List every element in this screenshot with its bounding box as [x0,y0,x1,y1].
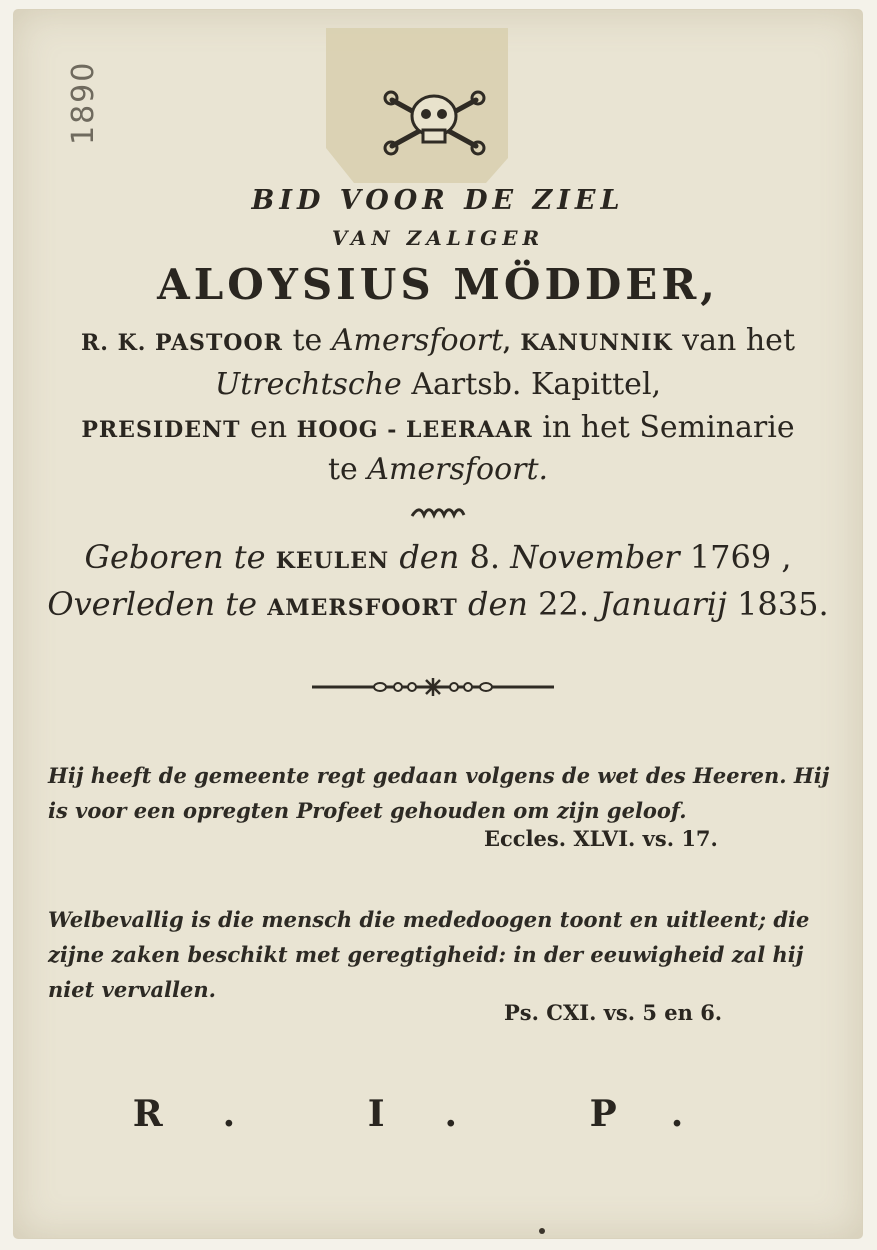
title-word: te [292,323,323,358]
skull-crossbones-icon [326,28,508,183]
title-caps: PRESIDENT [81,417,241,443]
birth-year: 1769 , [689,538,792,576]
quote-reference: Ps. CXI. vs. 5 en 6. [504,1000,723,1025]
birth-month: November [510,538,680,576]
ink-dot [539,1228,545,1234]
death-den: den [467,585,528,623]
memorial-card [14,10,862,1238]
birth-day: 8. [469,538,501,576]
birth-label: Geboren te [84,538,266,576]
death-month: Januarij [599,585,727,623]
scripture-quote-2 [48,902,834,1007]
title-word: in het Seminarie [542,410,795,445]
death-day: 22. [538,585,590,623]
inventory-number: 1890 [66,60,101,145]
quote-text: Welbevallig is die mensch die mededoogen toont en uitleent; die zijne zaken beschikt met geregtigheid: in der eeuwigheid zal hij niet vervallen. [48,907,810,1002]
title-place: Amersfoort [331,323,504,358]
birth-city: KEULEN [275,548,390,574]
deceased-name: ALOYSIUS MÖDDER, [157,260,719,309]
title-word: Aartsb. Kapittel, [411,367,662,402]
title-line-3 [14,410,862,445]
prayer-subheading: VAN ZALIGER [331,226,545,250]
prayer-heading: BID VOOR DE ZIEL [251,185,625,216]
title-word: van het [682,323,795,358]
divider-ornament-icon [310,675,556,699]
death-line [14,585,862,623]
title-place: Utrechtsche [214,367,402,402]
birth-den: den [399,538,460,576]
rip-initials: R. I. P. [132,1093,744,1135]
title-line-4 [14,452,862,487]
wave-ornament-icon [409,504,467,522]
death-year: 1835. [737,585,829,623]
title-caps: , KANUNNIK [503,330,673,356]
title-caps: HOOG - LEERAAR [296,417,533,443]
title-caps: R. K. PASTOOR [81,330,283,356]
quote-reference: Eccles. XLVI. vs. 17. [484,826,718,851]
scripture-quote-1 [48,758,834,828]
title-line-2 [14,367,862,402]
title-line-1 [14,323,862,358]
title-word: en [250,410,288,445]
quote-text: Hij heeft de gemeente regt gedaan volgens de wet des Heeren. Hij is voor een opregten Profeet gehouden om zijn geloof. [48,763,830,823]
death-label: Overleden te [47,585,258,623]
title-word: te [327,452,358,487]
birth-line [14,538,862,576]
title-place: Amersfoort. [367,452,549,487]
death-city: AMERSFOORT [267,595,458,621]
